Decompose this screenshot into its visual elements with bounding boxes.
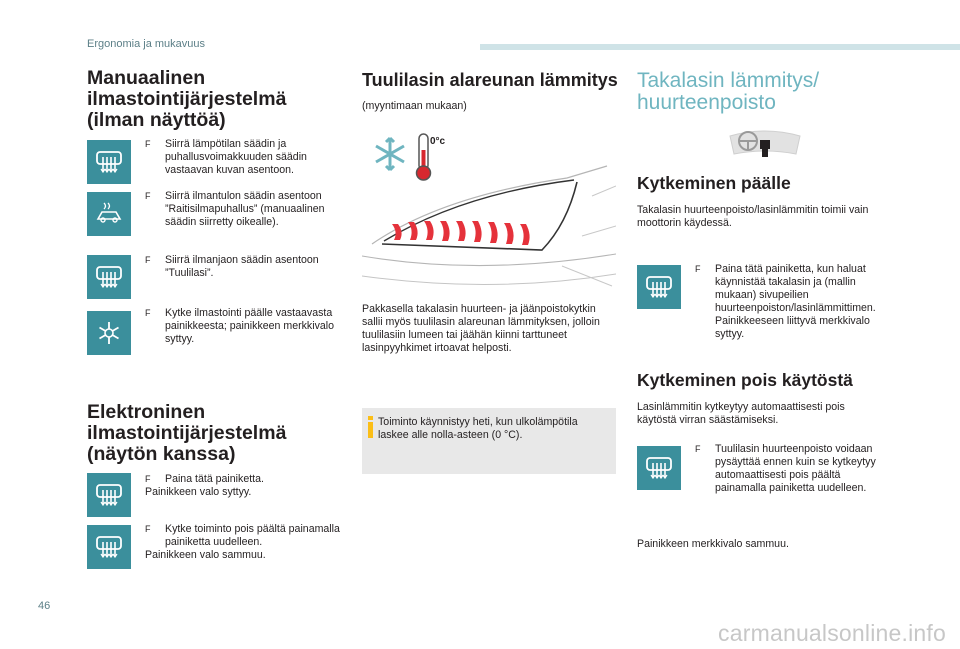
electronic-ac-title: Elektroninen ilmastointijärjestelmä (näytön kanssa) — [87, 401, 287, 465]
rear-defrost-icon — [637, 446, 681, 490]
rear-defrost-title-line2: huurteenpoisto — [637, 91, 776, 114]
header-bar — [480, 44, 960, 50]
electronic-item-2 — [145, 523, 345, 549]
manual-item-4 — [145, 307, 345, 346]
snowflake-icon — [376, 138, 404, 170]
switch-off-item — [695, 443, 885, 495]
switch-on-text: Takalasin huurteenpoisto/lasinlämmitin toimii vain moottorin käydessä. — [637, 204, 869, 229]
bullet-marker: F — [145, 308, 151, 318]
switch-off-text: Lasinlämmitin kytkeytyy automaattisesti pois käytöstä virran säästämiseksi. — [637, 401, 845, 426]
rear-defrost-icon — [87, 255, 131, 299]
section-header: Ergonomia ja mukavuus — [87, 38, 206, 50]
rear-defrost-icon — [87, 473, 131, 517]
watermark: carmanualsonline.info — [718, 620, 946, 646]
ac-snowflake-icon — [87, 311, 131, 355]
manual-item-2 — [145, 190, 345, 229]
bullet-marker: F — [145, 255, 151, 265]
electronic-item-1 — [145, 473, 345, 486]
bullet-marker: F — [695, 264, 701, 274]
manual-item-3-text: Siirrä ilmanjaon säädin asentoon ”Tuulilasi”. — [165, 254, 319, 279]
electronic-item-2-text: Kytke toiminto pois päältä painamalla painiketta uudelleen. — [165, 523, 340, 548]
bullet-marker: F — [145, 191, 151, 201]
windscreen-heating-subtitle: (myyntimaan mukaan) — [362, 100, 467, 112]
bullet-marker: F — [145, 524, 151, 534]
switch-on-item-text: Paina tätä painiketta, kun haluat käynnistää takalasin ja (mallin mukaan) sivupeilien huurteenpoiston/lasinlämmittimen. Painikkeeseen liittyvä merkkivalo syttyy. — [715, 263, 876, 340]
windscreen-heating-body: Pakkasella takalasin huurteen- ja jäänpoistokytkin sallii myös tuulilasin alareunan lämmityksen, jolloin tuulilasiin lumeen tai jäähän kiinni tarttuneet lasinpyyhkimet irtoavat helposti. — [362, 303, 600, 354]
bullet-marker: F — [145, 474, 151, 484]
windscreen-illustration — [362, 126, 616, 298]
windscreen-car-icon — [87, 192, 131, 236]
bullet-marker: F — [695, 444, 701, 454]
info-note-text: Toiminto käynnistyy heti, kun ulkolämpötila laskee alle nolla-asteen (0 °C). — [378, 416, 578, 441]
electronic-item-2-note: Painikkeen valo sammuu. — [145, 549, 266, 561]
temp-label: 0°c — [430, 136, 446, 147]
manual-item-1 — [145, 138, 345, 177]
rear-defrost-icon — [87, 525, 131, 569]
manual-item-1-text: Siirrä lämpötilan säädin ja puhallusvoimakkuuden säädin vastaavan kuvan asentoon. — [165, 138, 307, 176]
switch-on-title: Kytkeminen päälle — [637, 173, 791, 193]
switch-off-footer: Painikkeen merkkivalo sammuu. — [637, 538, 789, 550]
windscreen-heating-title: Tuulilasin alareunan lämmitys — [362, 70, 618, 90]
manual-ac-title: Manuaalinen ilmastointijärjestelmä (ilman näyttöä) — [87, 67, 287, 131]
heating-waves — [392, 221, 530, 245]
manual-item-2-text: Siirrä ilmantulon säädin asentoon ”Raitisilmapuhallus” (manuaalinen säädin siirretty oikealle). — [165, 190, 325, 228]
switch-off-title: Kytkeminen pois käytöstä — [637, 370, 853, 390]
dashboard-illustration — [728, 126, 802, 164]
rear-defrost-icon — [87, 140, 131, 184]
rear-defrost-icon — [637, 265, 681, 309]
manual-item-3 — [145, 254, 345, 280]
rear-defrost-title-line1: Takalasin lämmitys/ — [637, 69, 820, 92]
info-note — [362, 408, 616, 474]
switch-on-item — [695, 263, 885, 341]
electronic-item-1-text: Paina tätä painiketta. — [165, 473, 264, 485]
page-number: 46 — [38, 600, 51, 612]
electronic-item-1-note: Painikkeen valo syttyy. — [145, 486, 252, 498]
manual-item-4-text: Kytke ilmastointi päälle vastaavasta painikkeesta; painikkeen merkkivalo syttyy. — [165, 307, 334, 345]
switch-off-item-text: Tuulilasin huurteenpoisto voidaan pysäyttää ennen kuin se kytkeytyy automaattisesti pois päältä painamalla painiketta uudelleen. — [715, 443, 876, 494]
thermometer-icon — [417, 134, 431, 180]
bullet-marker: F — [145, 139, 151, 149]
